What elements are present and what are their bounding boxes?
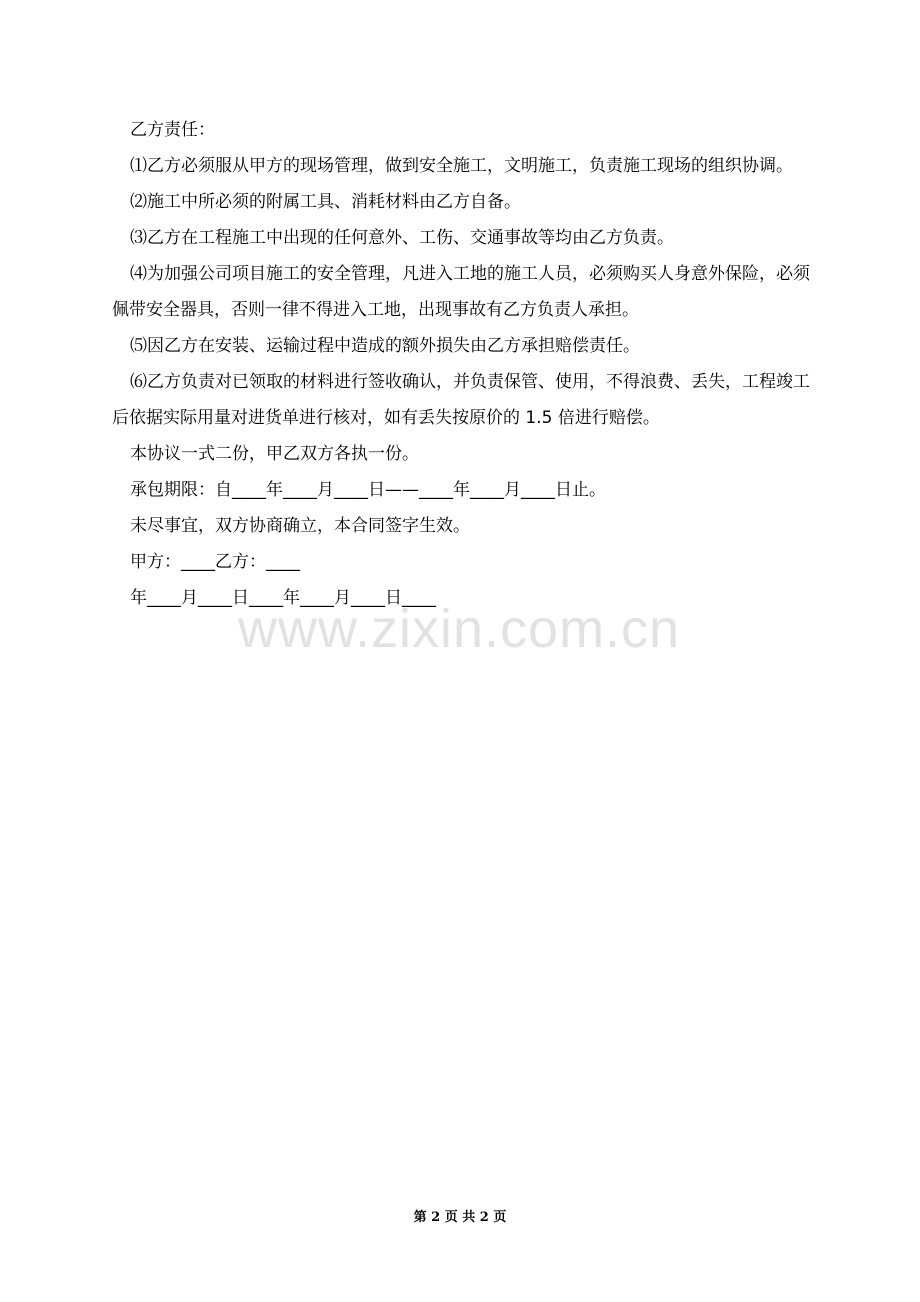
clause-2: ⑵施工中所必须的附属工具、消耗材料由乙方自备。: [130, 192, 521, 212]
copies-statement: 本协议一式二份，甲乙双方各执一份。: [130, 444, 419, 464]
clause-3: ⑶乙方在工程施工中出现的任何意外、工伤、交通事故等均由乙方负责。: [130, 228, 674, 248]
page-indicator: 第 2 页 共 2 页: [413, 1210, 507, 1225]
clause-4: ⑷为加强公司项目施工的安全管理，凡进入工地的施工人员，必须购买人身意外保险，必须佩带安全器具，否则一律不得进入工地，出现事故有乙方负责人承担。: [112, 264, 810, 320]
clause-1: ⑴乙方必须服从甲方的现场管理，做到安全施工，文明施工，负责施工现场的组织协调。: [130, 156, 793, 176]
clause-6: ⑹乙方负责对已领取的材料进行签收确认，并负责保管、使用，不得浪费、丢失，工程竣工后依据实际用量对进货单进行核对，如有丢失按原价的 1.5 倍进行赔偿。: [112, 372, 810, 428]
signature-parties: 甲方：____乙方：____: [130, 552, 300, 572]
contract-period: 承包期限：自____年____月____日——____年____月____日止。: [130, 480, 606, 500]
document-body: [112, 112, 810, 616]
other-matters: 未尽事宜，双方协商确立，本合同签字生效。: [130, 516, 470, 536]
signature-dates: 年____月____日____年____月____日____: [130, 588, 436, 608]
clause-5: ⑸因乙方在安装、运输过程中造成的额外损失由乙方承担赔偿责任。: [130, 336, 640, 356]
section-heading: 乙方责任：: [130, 120, 215, 140]
watermark: www.zixin.com.cn: [238, 599, 681, 659]
